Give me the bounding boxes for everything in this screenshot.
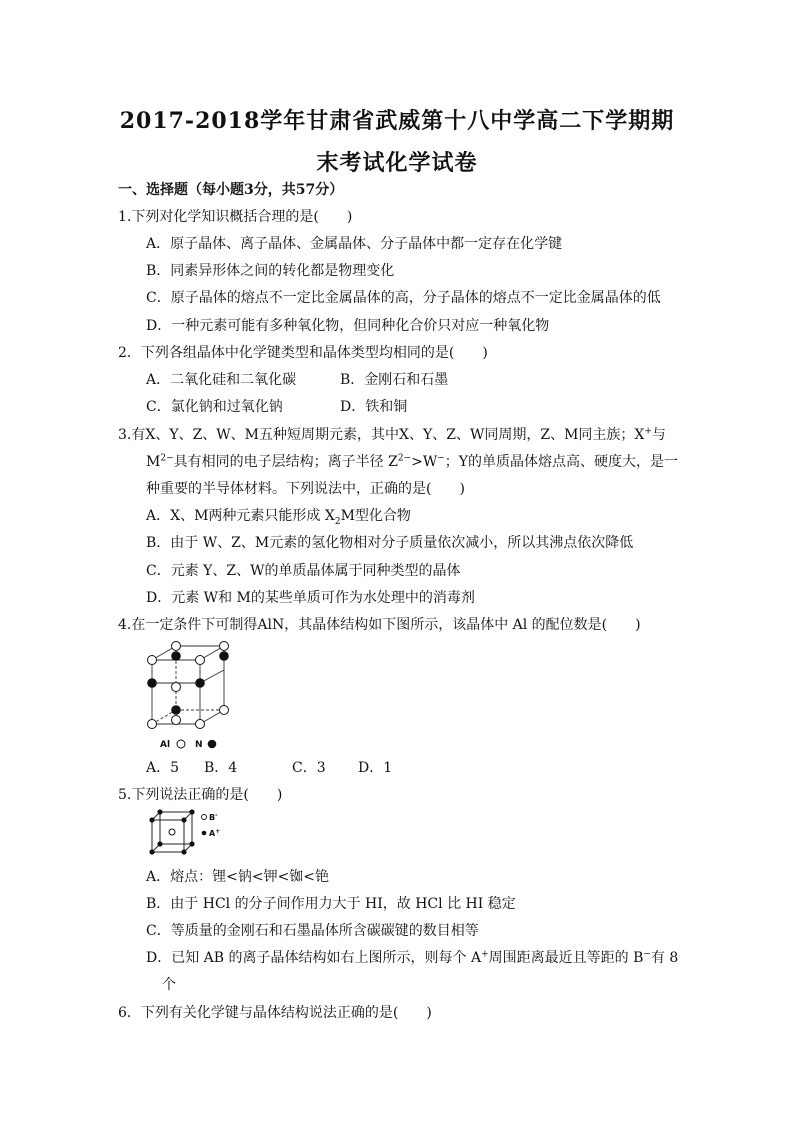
aln-crystal-structure-figure — [140, 638, 250, 754]
q1-option-d: D．一种元素可能有多种氧化物，但同种化合价只对应一种氧化物 — [146, 318, 550, 334]
legend-a-label: A+ — [209, 828, 221, 838]
ab-ionic-crystal-figure — [144, 808, 234, 860]
q1-option-b: B．同素异形体之间的转化都是物理变化 — [146, 263, 395, 279]
legend-al-label: Al — [160, 740, 171, 750]
exam-title-line1: 2017-2018学年甘肃省武威第十八中学高二下学期期 — [119, 108, 675, 134]
q4-option-b: B．4 — [204, 760, 238, 776]
q2-option-a: A．二氧化硅和二氧化碳 — [146, 372, 297, 388]
q2-option-c: C．氯化钠和过氧化钠 — [146, 399, 283, 415]
q3-stem-line2: $M^{2-}$具有相同的电子层结构；离子半径 $Z^{2-}>W^-$；Y的单质晶体熔点高、硬度大，是一 — [146, 453, 679, 470]
q4-stem: 4.在一定条件下可制得AlN，其晶体结构如下图所示，该晶体中 Al 的配位数是( ) — [118, 617, 641, 633]
q5-option-d-cont: 个 — [162, 977, 176, 993]
q4-option-d: D．1 — [358, 760, 393, 776]
q3-stem-line3: 种重要的半导体材料。下列说法中，正确的是( ) — [146, 481, 465, 497]
q2-option-d: D．铁和铜 — [340, 399, 408, 415]
q1-stem: 1.下列对化学知识概括合理的是( ) — [118, 209, 353, 225]
q2-option-b: B．金刚石和石墨 — [340, 372, 449, 388]
q4-option-c: C．3 — [292, 760, 326, 776]
legend-b-label: B- — [209, 812, 218, 822]
q3-option-c: C．元素 Y、Z、W的单质晶体属于同种类型的晶体 — [146, 563, 461, 579]
legend-a-ion-icon — [202, 831, 207, 836]
q2-stem: 2．下列各组晶体中化学键类型和晶体类型均相同的是( ) — [118, 345, 488, 361]
legend-n-label: N — [195, 740, 203, 750]
legend-b-ion-icon — [202, 815, 207, 820]
q3-option-d: D．元素 W和 M的某些单质可作为水处理中的消毒剂 — [146, 590, 475, 606]
section-heading: 一、选择题（每小题3分，共57分） — [118, 182, 344, 198]
legend-n-circle-icon — [208, 740, 217, 749]
q5-option-b: B．由于 HCl 的分子间作用力大于 HI，故 HCl 比 HI 稳定 — [146, 896, 516, 912]
exam-title-line2: 末考试化学试卷 — [316, 150, 478, 176]
q5-stem: 5.下列说法正确的是( ) — [118, 787, 283, 803]
q5-option-d: D．已知 AB 的离子晶体结构如右上图所示，则每个 A+周围距离最近且等距的 B−有 8 — [146, 949, 679, 966]
q6-stem: 6．下列有关化学键与晶体结构说法正确的是( ) — [118, 1005, 432, 1021]
q3-option-a: A．X、M两种元素只能形成 $X_2M$型化合物 — [146, 508, 411, 527]
legend-al-circle-icon — [177, 740, 185, 748]
q5-option-c: C．等质量的金刚石和石墨晶体所含碳碳键的数目相等 — [146, 923, 479, 939]
q4-option-a: A．5 — [146, 760, 180, 776]
q3-stem-line1: 3.有X、Y、Z、W、M五种短周期元素，其中X、Y、Z、W同周期，Z、M同主族；X+与 — [118, 426, 666, 443]
q5-option-a: A．熔点：锂<钠<钾<铷<铯 — [146, 869, 330, 885]
q1-option-a: A．原子晶体、离子晶体、金属晶体、分子晶体中都一定存在化学键 — [146, 236, 563, 252]
q1-option-c: C．原子晶体的熔点不一定比金属晶体的高，分子晶体的熔点不一定比金属晶体的低 — [146, 290, 661, 306]
q3-option-b: B．由于 W、Z、M元素的氢化物相对分子质量依次减小，所以其沸点依次降低 — [146, 535, 634, 551]
